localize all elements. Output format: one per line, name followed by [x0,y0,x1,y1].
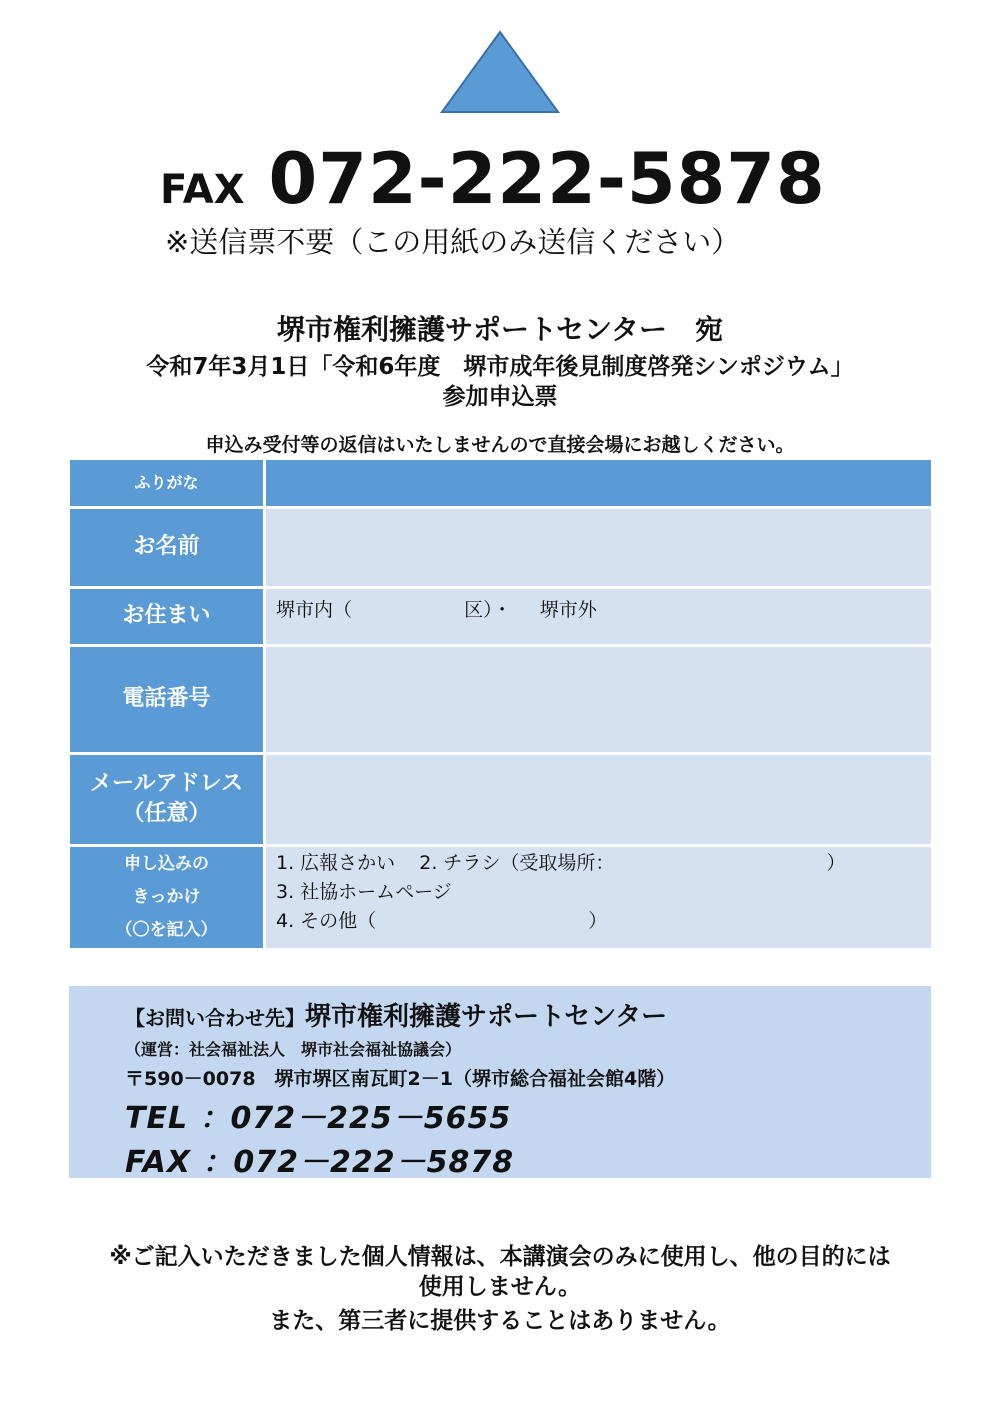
email-label-line1: メールアドレス [90,771,243,797]
contact-fax: FAX ：072－222－5878 [125,1145,515,1180]
privacy-line-3: また、第三者に提供することはありません。 [269,1308,731,1334]
motive-label-line3: （〇を記入） [115,919,218,940]
furigana-field[interactable] [265,460,932,507]
email-label [70,753,265,845]
motive-option-3[interactable]: 3. 社協ホームページ [276,880,452,903]
address-label: お住まい [70,587,265,645]
privacy-line-1: ※ご記入いただきました個人情報は、本講演会のみに使用し、他の目的には [109,1244,891,1270]
furigana-row [70,460,931,507]
fax-number: 072-222-5878 [268,138,826,220]
reply-notice: 申込み受付等の返信はいたしませんので直接会場にお越しください。 [205,434,795,456]
phone-field[interactable] [265,645,932,753]
motive-option-2-close: ） [826,851,846,874]
triangle-up-icon [440,30,560,114]
addressee: 堺市権利擁護サポートセンター 宛 [276,313,724,346]
motive-options [265,845,932,949]
furigana-label: ふりがな [70,460,265,507]
fax-label: FAX [160,167,245,213]
contact-operator: （運営：社会福祉法人 堺市社会福祉協議会） [125,1040,462,1059]
event-title: 令和7年3月1日「令和6年度 堺市成年後見制度啓発シンポジウム」 [146,354,854,380]
fax-header [160,138,860,224]
email-row [70,753,931,845]
privacy-line-2: 使用しません。 [418,1274,582,1300]
phone-label: 電話番号 [70,645,265,753]
motive-row [70,845,931,949]
email-label-line2: （任意） [122,801,211,826]
motive-option-1[interactable]: 1. 広報さかい [276,851,396,874]
contact-heading [125,996,675,1033]
motive-option-2[interactable]: 2. チラシ（受取場所： [419,851,615,874]
address-field[interactable] [265,587,932,645]
name-field[interactable] [265,507,932,587]
name-row [70,507,931,587]
motive-label-line1: 申し込みの [124,853,209,874]
address-inside-option[interactable]: 堺市内（ [276,598,353,621]
name-label: お名前 [70,507,265,587]
contact-tel: TEL ：072－225－5655 [125,1101,512,1136]
address-ward-text: 区）・ [464,598,512,621]
contact-name: 堺市権利擁護サポートセンター [305,1002,668,1032]
motive-option-4-close: ） [588,909,608,932]
email-field[interactable] [265,753,932,845]
contact-box [69,986,931,1178]
form-name: 参加申込票 [442,384,558,410]
address-outside-option[interactable]: 堺市外 [539,598,597,621]
contact-bracket: 【お問い合わせ先】 [125,1006,305,1030]
motive-label [70,845,265,949]
motive-option-4[interactable]: 4. その他（ [276,909,377,932]
motive-label-line2: きっかけ [132,886,201,907]
contact-address: 〒590－0078 堺市堺区南瓦町2－1（堺市総合福祉会館4階） [125,1068,676,1090]
address-row [70,587,931,645]
phone-row [70,645,931,753]
cover-sheet-note: ※送信票不要（この用紙のみ送信ください） [165,225,741,259]
application-form [70,460,931,951]
